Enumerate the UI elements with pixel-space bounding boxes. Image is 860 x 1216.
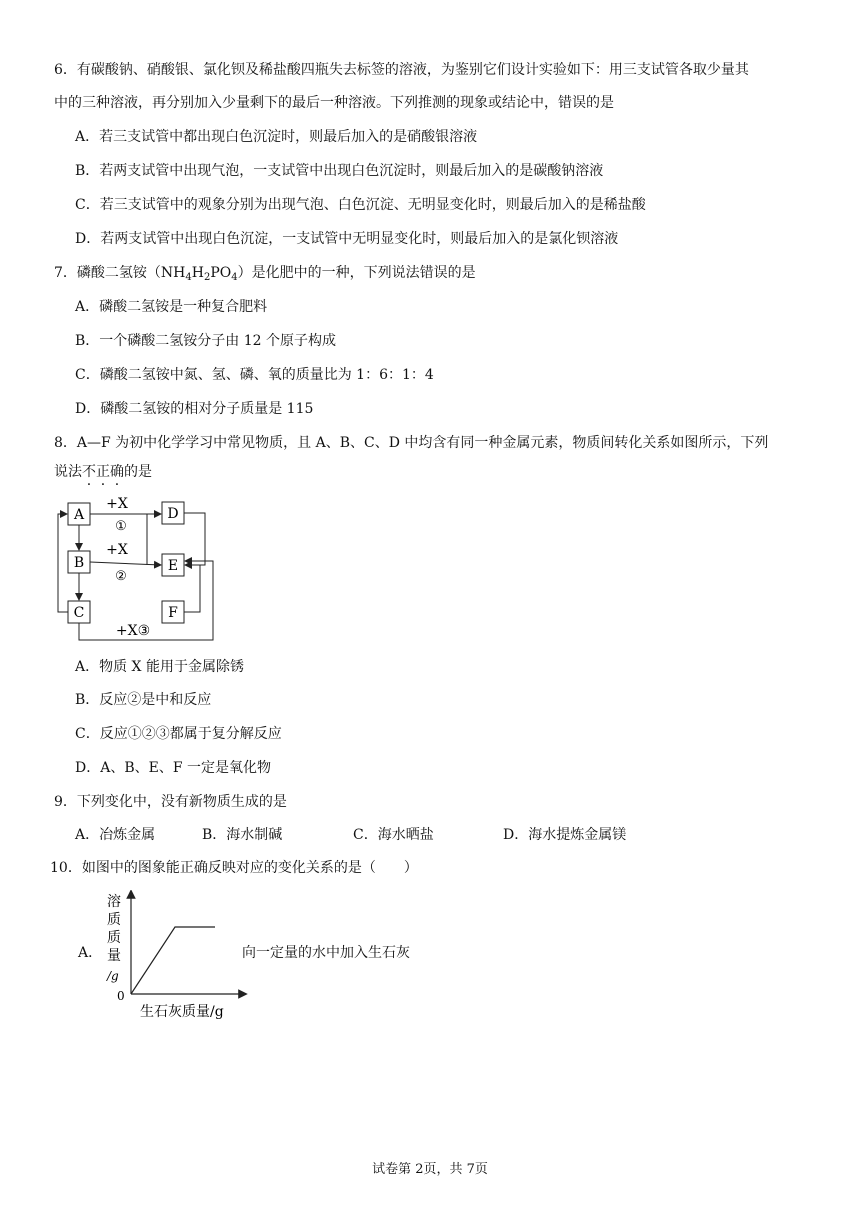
q6-option-c: C．若三支试管中的观象分别为出现气泡、白色沉淀、无明显变化时，则最后加入的是稀盐酸	[75, 197, 646, 213]
node-e	[162, 554, 184, 576]
q9-option-c: C．海水晒盐	[353, 827, 434, 843]
q10-option-a-description: 向一定量的水中加入生石灰	[242, 945, 410, 961]
q8-option-d: D．A、B、E、F 一定是氧化物	[75, 760, 272, 776]
q7-sub3: 4	[231, 272, 238, 283]
y-label-char-3: 质	[107, 930, 121, 946]
q7-sub2: 2	[203, 272, 211, 283]
reaction-1-number: ①	[115, 519, 127, 534]
q8-stem-line2-pre: 说法	[54, 464, 82, 480]
y-label-char-2: 质	[107, 912, 121, 928]
reaction-2-label: +X	[106, 542, 128, 558]
q10-option-a-graph	[100, 890, 250, 1020]
q9-option-d: D．海水提炼金属镁	[503, 827, 627, 843]
y-label-char-4: 量	[107, 948, 121, 964]
node-c-label: C	[73, 605, 85, 621]
q7-option-d: D．磷酸二氢铵的相对分子质量是 115	[75, 401, 314, 417]
q8-emphasis-char-2: 正	[96, 464, 110, 480]
node-a	[68, 503, 90, 525]
q8-emphasis-char-3: 确	[110, 464, 124, 480]
node-e-label: E	[167, 558, 179, 574]
q10-option-a-label: A．	[78, 945, 103, 961]
reaction-1-label: +X	[106, 496, 128, 512]
q7-option-b: B．一个磷酸二氢铵分子由 12 个原子构成	[75, 333, 337, 349]
solute-mass-curve	[131, 927, 215, 994]
q8-emphasis-char-1: 不	[82, 464, 96, 480]
q7-option-a: A．磷酸二氢铵是一种复合肥料	[75, 299, 268, 315]
q8-conversion-diagram	[45, 494, 225, 644]
q6-option-a: A．若三支试管中都出现白色沉淀时，则最后加入的是硝酸银溶液	[75, 129, 478, 145]
arrow-d-to-e	[184, 513, 205, 565]
q7-mid: H	[191, 265, 204, 281]
y-label-char-1: 溶	[107, 894, 121, 910]
q8-option-a: A．物质 X 能用于金属除锈	[75, 659, 244, 675]
q10-stem: 10．如图中的图象能正确反映对应的变化关系的是（ ）	[50, 860, 418, 876]
node-c	[68, 601, 90, 623]
reaction-2-number: ②	[115, 569, 127, 584]
x-axis-label: 生石灰质量/g	[140, 1004, 224, 1020]
y-axis-unit: /g	[107, 969, 119, 983]
q7-sub1: 4	[185, 272, 192, 283]
arrow-f-to-e	[184, 565, 200, 612]
node-a-label: A	[73, 507, 85, 523]
q9-option-b: B．海水制碱	[202, 827, 283, 843]
q9-option-a: A．冶炼金属	[75, 827, 156, 843]
q8-stem-line1: 8．A—F 为初中化学学习中常见物质，且 A、B、C、D 中均含有同一种金属元素，物质间转化关系如图所示，下列	[54, 435, 769, 451]
q7-option-c: C．磷酸二氢铵中氮、氢、磷、氧的质量比为 1：6：1：4	[75, 367, 434, 383]
origin-label: 0	[117, 989, 125, 1003]
q7-mid2: PO	[210, 265, 232, 281]
node-b-label: B	[73, 555, 85, 571]
page-footer: 试卷第 2页，共 7页	[372, 1162, 488, 1177]
q6-option-b: B．若两支试管中出现气泡，一支试管中出现白色沉淀时，则最后加入的是碳酸钠溶液	[75, 163, 604, 179]
node-d-label: D	[167, 506, 179, 522]
node-f	[162, 601, 184, 623]
node-f-label: F	[168, 605, 178, 621]
q6-stem-line2: 中的三种溶液，再分别加入少量剩下的最后一种溶液。下列推测的现象或结论中，错误的是	[54, 95, 614, 111]
q8-option-b: B．反应②是中和反应	[75, 692, 212, 708]
q8-stem-line2-post: 的是	[124, 464, 152, 480]
reaction-3-label: +X③	[115, 623, 151, 639]
node-b	[68, 551, 90, 573]
q8-option-c: C．反应①②③都属于复分解反应	[75, 726, 282, 742]
q7-stem	[54, 263, 476, 288]
arrow-b-to-e	[90, 562, 161, 565]
q9-stem: 9．下列变化中，没有新物质生成的是	[54, 794, 287, 810]
q8-stem-line2	[54, 462, 152, 482]
q7-stem-post: ）是化肥中的一种，下列说法错误的是	[237, 265, 476, 281]
q6-stem-line1: 6．有碳酸钠、硝酸银、氯化钡及稀盐酸四瓶失去标签的溶液，为鉴别它们设计实验如下：用三支试管各取少量其	[54, 62, 749, 78]
q6-option-d: D．若两支试管中出现白色沉淀，一支试管中无明显变化时，则最后加入的是氯化钡溶液	[75, 231, 619, 247]
node-d	[162, 502, 184, 524]
q7-stem-pre: 7．磷酸二氢铵（NH	[54, 265, 186, 281]
arrow-c-to-a	[58, 514, 68, 612]
